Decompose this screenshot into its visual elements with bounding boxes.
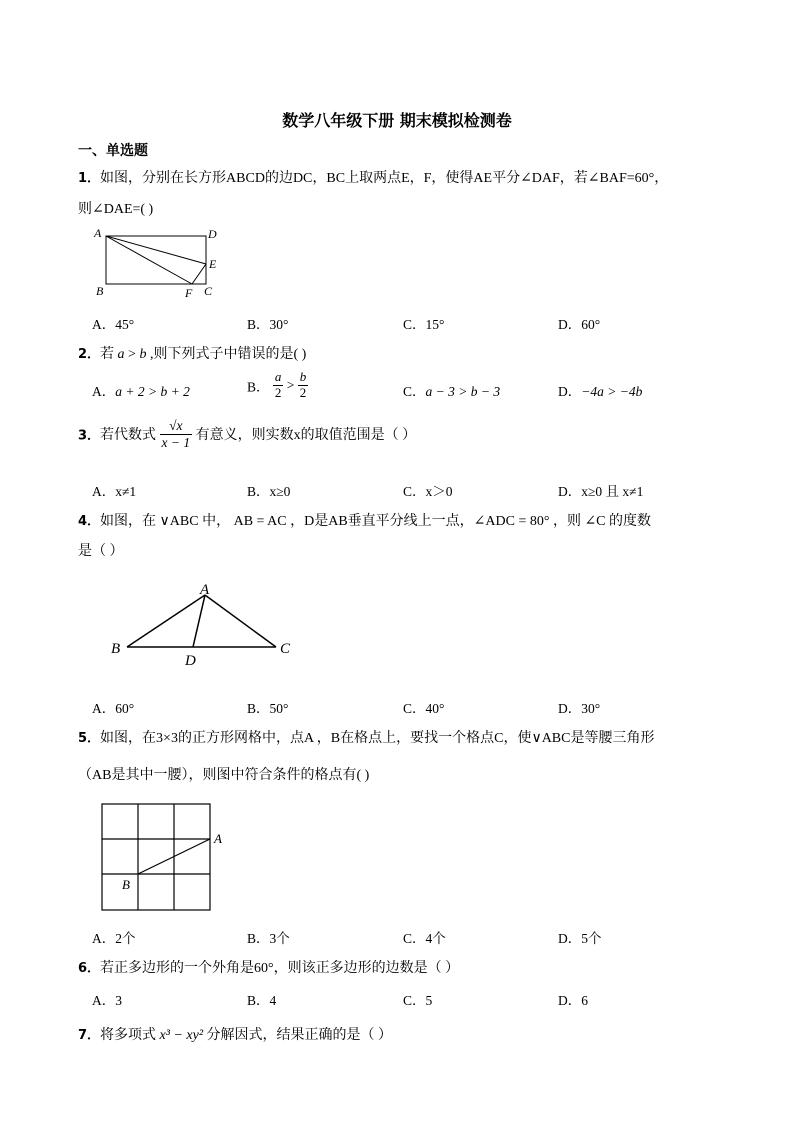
question-text: 如图，分别在长方形ABCD的边DC，BC上取两点E，F，使得AE平分∠DAF，若∠BAF=60°， bbox=[100, 171, 669, 186]
question-text: 如图，在3×3的正方形网格中，点A ，B在格点上，要找一个格点C，使∨ABC是等腰三角形 bbox=[100, 731, 655, 746]
option-d: D．x≥0 且 x≠1 bbox=[558, 484, 644, 499]
question-number: 5． bbox=[78, 731, 101, 746]
question-text-line2: 则∠DAE=( ) bbox=[78, 202, 154, 217]
option-d: D．30° bbox=[558, 701, 601, 716]
question-number: 6． bbox=[78, 961, 101, 976]
option-b: B． $\frac{a}{2}$ > $\frac{b}{2}$ bbox=[247, 369, 307, 400]
option-c: C．4个 bbox=[403, 931, 446, 946]
option-a: A．60° bbox=[92, 701, 135, 716]
option-c: C．40° bbox=[403, 701, 445, 716]
option-c: C．a − 3 > b − 3 bbox=[403, 384, 501, 399]
option-d: D．60° bbox=[558, 317, 601, 332]
label-e: E bbox=[209, 257, 217, 271]
option-c: C．x＞0 bbox=[403, 484, 453, 499]
question-text: 若正多边形的一个外角是60°，则该正多边形的边数是（ ） bbox=[100, 961, 460, 976]
label-b: B bbox=[111, 641, 121, 657]
label-a: A bbox=[94, 226, 102, 240]
segment-ad bbox=[193, 595, 205, 647]
option-d: D．6 bbox=[558, 993, 588, 1008]
triangle-figure bbox=[105, 580, 305, 670]
label-c: C bbox=[204, 284, 213, 298]
question-number: 3． bbox=[78, 428, 101, 444]
label-a: A bbox=[200, 582, 210, 598]
polynomial: x³ − xy² bbox=[159, 1028, 204, 1043]
option-d: D．−4a > −4b bbox=[558, 384, 643, 399]
segment-ab bbox=[127, 595, 205, 647]
option-c: C．15° bbox=[403, 317, 445, 332]
segment-ae bbox=[106, 236, 206, 264]
option-b: B．50° bbox=[247, 701, 289, 716]
option-b: B．3个 bbox=[247, 931, 290, 946]
option-a: A．x≠1 bbox=[92, 484, 137, 499]
option-a: A．a + 2 > b + 2 bbox=[92, 384, 190, 399]
label-c: C bbox=[280, 641, 291, 657]
label-a: A bbox=[214, 831, 222, 846]
grid-figure bbox=[98, 798, 238, 916]
option-d: D．5个 bbox=[558, 931, 602, 946]
option-a: A．3 bbox=[92, 993, 122, 1008]
question-text: 如图，在 ∨ABC 中， AB = AC ，D是AB垂直平分线上一点，∠ADC = 80° ，则 ∠C 的度数 bbox=[100, 514, 652, 529]
question-text-line2: （AB是其中一腰），则图中符合条件的格点有( ) bbox=[78, 768, 370, 783]
label-d: D bbox=[185, 653, 196, 669]
option-c: C．5 bbox=[403, 993, 433, 1008]
segment-ef bbox=[192, 264, 206, 284]
segment-ac bbox=[205, 595, 276, 647]
question-number: 7． bbox=[78, 1028, 101, 1043]
question-number: 4． bbox=[78, 514, 101, 529]
question-number: 1． bbox=[78, 171, 101, 186]
question-number: 2． bbox=[78, 347, 101, 362]
grid-3x3 bbox=[102, 804, 210, 910]
option-b: B．4 bbox=[247, 993, 277, 1008]
option-a: A．45° bbox=[92, 317, 135, 332]
label-b: B bbox=[96, 284, 104, 298]
option-b: B．x≥0 bbox=[247, 484, 291, 499]
question-text-line2: 是（ ） bbox=[78, 544, 124, 559]
option-a: A．2个 bbox=[92, 931, 136, 946]
rectangle-figure bbox=[92, 226, 227, 300]
page-title: 数学八年级下册 期末模拟检测卷 bbox=[282, 111, 512, 130]
label-f: F bbox=[185, 286, 193, 300]
segment-af bbox=[106, 236, 192, 284]
label-b: B bbox=[122, 877, 130, 892]
section-heading: 一、单选题 bbox=[78, 143, 148, 159]
option-b: B．30° bbox=[247, 317, 289, 332]
label-d: D bbox=[208, 227, 217, 241]
